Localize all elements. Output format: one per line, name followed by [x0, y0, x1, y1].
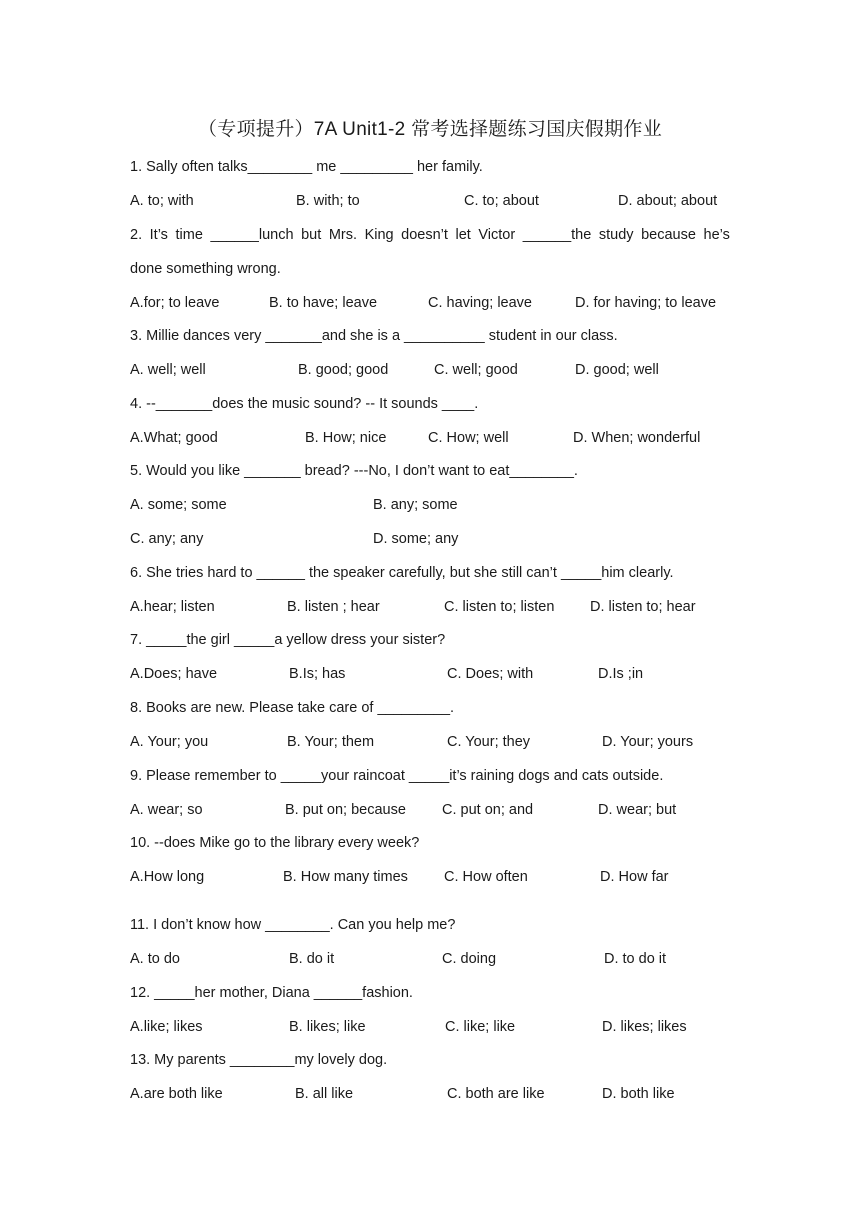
question-12-option-a: A.like; likes — [130, 1019, 203, 1035]
question-13-option-b: B. all like — [295, 1086, 354, 1102]
question-3-option-d: D. good; well — [575, 362, 659, 378]
stem-word: because — [641, 227, 696, 243]
question-8-option-d: D. Your; yours — [602, 734, 694, 750]
question-12-option-c: C. like; like — [445, 1019, 516, 1035]
question-6-option-a: A.hear; listen — [130, 599, 215, 615]
question-2-option-a: A.for; to leave — [130, 295, 220, 311]
question-13-option-d: D. both like — [602, 1086, 675, 1102]
question-11-option-b: B. do it — [289, 951, 335, 967]
question-3-option-c: C. well; good — [434, 362, 518, 378]
question-10-option-d: D. How far — [600, 869, 669, 885]
stem-word: but — [301, 227, 322, 243]
question-1-option-a: A. to; with — [130, 193, 194, 209]
question-6-option-c: C. listen to; listen — [444, 599, 555, 615]
question-5-option-b: B. any; some — [373, 497, 458, 513]
question-1-option-b: B. with; to — [296, 193, 360, 209]
question-9-stem: 9. Please remember to _____your raincoat _____it’s raining dogs and cats outside. — [130, 768, 664, 784]
question-7-option-a: A.Does; have — [130, 666, 218, 682]
question-12-option-b: B. likes; like — [289, 1019, 366, 1035]
question-11-option-a: A. to do — [130, 951, 180, 967]
question-4-option-b: B. How; nice — [305, 430, 387, 446]
page-title: （专项提升）7A Unit1-2 常考选择题练习国庆假期作业 — [198, 119, 662, 140]
question-5-option-c: C. any; any — [130, 531, 204, 547]
question-4-stem: 4. --_______does the music sound? -- It sounds ____. — [130, 396, 479, 412]
question-1-stem: 1. Sally often talks________ me _________ her family. — [130, 159, 483, 175]
stem-word: study — [598, 227, 634, 243]
question-10-option-a: A.How long — [130, 869, 205, 885]
question-11-stem: 11. I don’t know how ________. Can you help me? — [130, 917, 456, 933]
question-8-stem: 8. Books are new. Please take care of _________. — [130, 700, 455, 716]
stem-word: Victor — [478, 227, 516, 243]
question-5-option-a: A. some; some — [130, 497, 227, 513]
question-2-stem-continued: done something wrong. — [130, 261, 281, 277]
question-9-option-b: B. put on; because — [285, 802, 406, 818]
question-12-option-d: D. likes; likes — [602, 1019, 687, 1035]
question-10-option-c: C. How often — [444, 869, 528, 885]
question-1-option-c: C. to; about — [464, 193, 539, 209]
question-7-option-c: C. Does; with — [447, 666, 534, 682]
question-8-option-a: A. Your; you — [130, 734, 209, 750]
question-2-option-d: D. for having; to leave — [575, 295, 717, 311]
question-3-option-b: B. good; good — [298, 362, 389, 378]
question-11-option-c: C. doing — [442, 951, 497, 967]
question-13-stem: 13. My parents ________my lovely dog. — [130, 1052, 388, 1068]
question-5-stem: 5. Would you like _______ bread? ---No, I don’t want to eat________. — [130, 463, 578, 479]
question-10-stem: 10. --does Mike go to the library every week? — [130, 835, 420, 851]
question-6-option-d: D. listen to; hear — [590, 599, 696, 615]
stem-word: let — [455, 227, 471, 243]
question-7-option-d: D.Is ;in — [598, 666, 644, 682]
question-2-stem — [130, 226, 730, 244]
question-12-stem: 12. _____her mother, Diana ______fashion. — [130, 985, 413, 1001]
question-4-option-d: D. When; wonderful — [573, 430, 701, 446]
question-9-option-d: D. wear; but — [598, 802, 677, 818]
question-2-option-b: B. to have; leave — [269, 295, 378, 311]
stem-word: 2. — [130, 227, 143, 243]
question-2-option-c: C. having; leave — [428, 295, 532, 311]
question-7-option-b: B.Is; has — [289, 666, 346, 682]
question-13-option-c: C. both are like — [447, 1086, 545, 1102]
question-11-option-d: D. to do it — [604, 951, 667, 967]
question-1-option-d: D. about; about — [618, 193, 718, 209]
question-6-stem: 6. She tries hard to ______ the speaker carefully, but she still can’t _____him clearly. — [130, 565, 674, 581]
question-9-option-a: A. wear; so — [130, 802, 203, 818]
stem-word: It’s — [149, 227, 168, 243]
stem-word: King — [364, 227, 394, 243]
question-7-stem: 7. _____the girl _____a yellow dress your sister? — [130, 632, 446, 648]
question-10-option-b: B. How many times — [283, 869, 408, 885]
question-4-option-c: C. How; well — [428, 430, 509, 446]
question-8-option-b: B. Your; them — [287, 734, 375, 750]
question-9-option-c: C. put on; and — [442, 802, 534, 818]
question-5-option-d: D. some; any — [373, 531, 459, 547]
question-3-stem: 3. Millie dances very _______and she is a __________ student in our class. — [130, 328, 618, 344]
stem-word: time — [175, 227, 203, 243]
stem-word: he’s — [703, 227, 730, 243]
stem-word: Mrs. — [328, 227, 358, 243]
question-13-option-a: A.are both like — [130, 1086, 223, 1102]
question-6-option-b: B. listen ; hear — [287, 599, 380, 615]
stem-word: ______lunch — [210, 227, 294, 243]
stem-word: doesn’t — [401, 227, 448, 243]
question-4-option-a: A.What; good — [130, 430, 218, 446]
question-8-option-c: C. Your; they — [447, 734, 531, 750]
question-3-option-a: A. well; well — [130, 362, 206, 378]
stem-word: ______the — [522, 227, 592, 243]
